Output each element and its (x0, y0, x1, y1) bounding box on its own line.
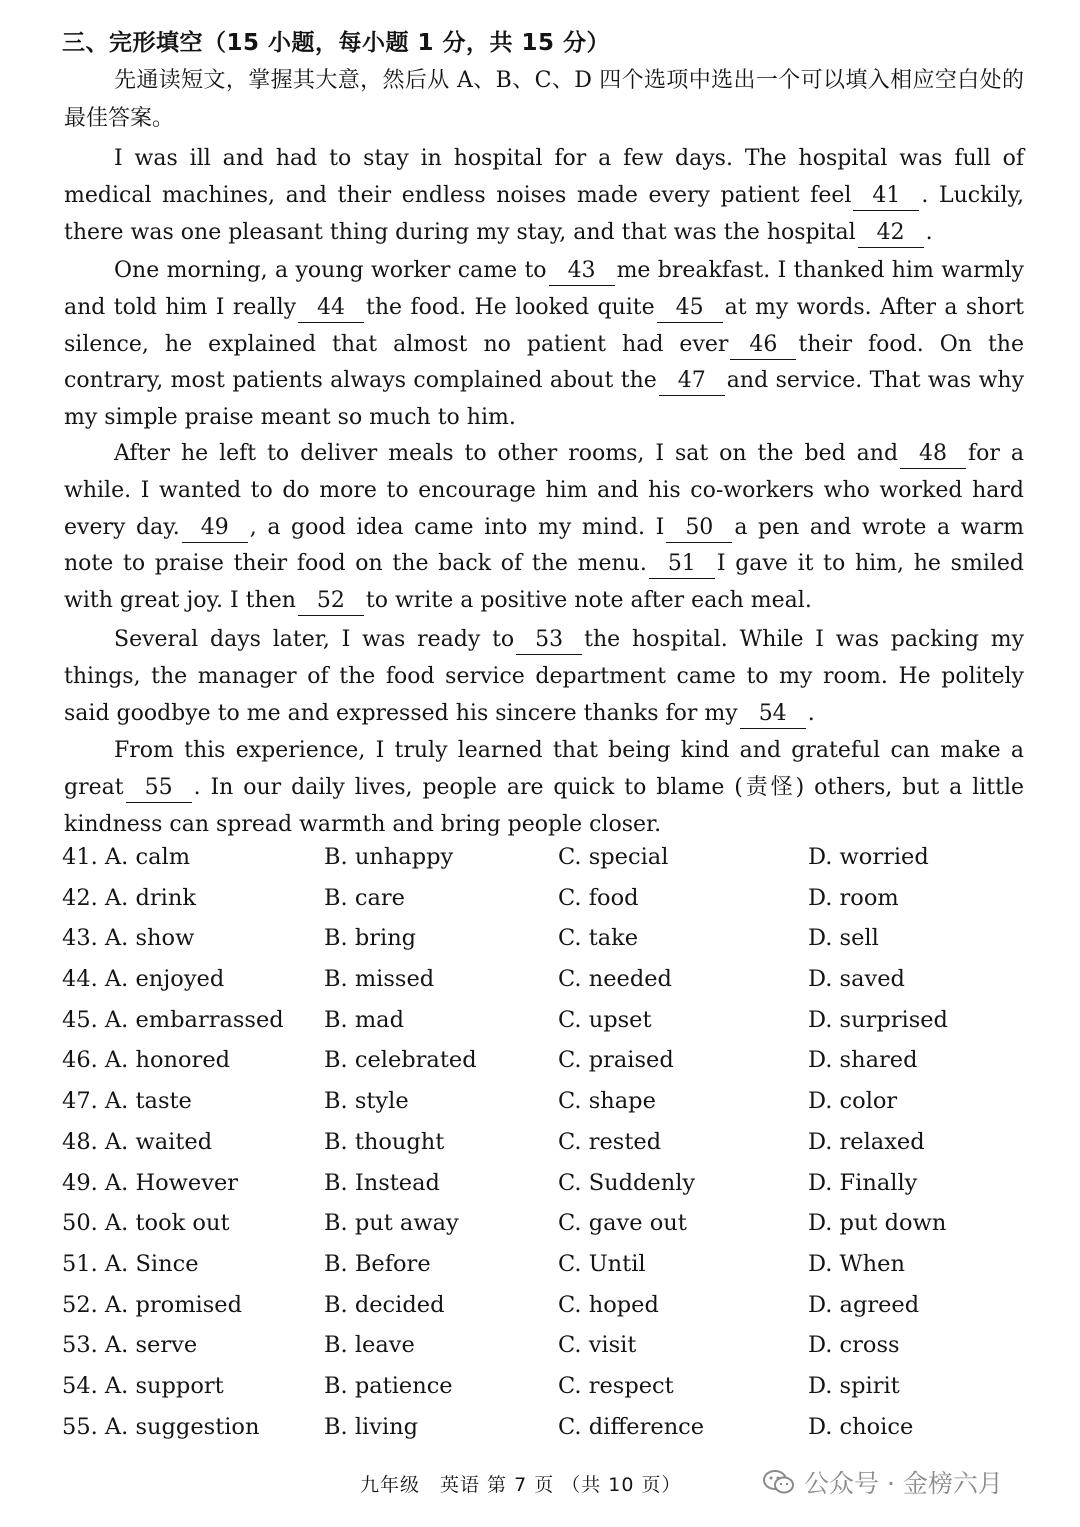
passage-text: to write a positive note after each meal. (365, 588, 812, 614)
passage-text: their food. On the contrary, most patients always complained about the (64, 331, 1024, 394)
option-choice: B. bring (324, 925, 417, 952)
option-choice: D. surprised (808, 1006, 948, 1033)
option-choice: D. Finally (808, 1169, 918, 1196)
option-choice: C. respect (558, 1372, 674, 1399)
option-row (62, 966, 1042, 1007)
blank-55: 55 (126, 774, 192, 803)
option-row (62, 1373, 1042, 1414)
option-choice: 52. A. promised (62, 1291, 242, 1318)
option-choice: 48. A. waited (62, 1128, 213, 1155)
option-row (62, 1170, 1042, 1211)
option-row (62, 1129, 1042, 1170)
passage-paragraph-3 (64, 436, 1024, 620)
passage-text: at my words. After a short silence, he explained that almost no patient had ever (64, 294, 1024, 357)
option-choice: 55. A. suggestion (62, 1413, 260, 1440)
blank-47: 47 (659, 367, 725, 396)
passage-text: . Luckily, there was one pleasant thing during my stay, and that was the hospital (64, 182, 1024, 245)
passage-paragraph-4 (64, 622, 1024, 732)
blank-52: 52 (298, 587, 364, 616)
option-choice: B. Before (324, 1250, 431, 1277)
instructions: 先通读短文，掌握其大意，然后从 A、B、C、D 四个选项中选出一个可以填入相应空白处的最佳答案。 (64, 68, 1024, 131)
passage-paragraph-5 (64, 733, 1024, 843)
option-choice: 51. A. Since (62, 1250, 199, 1277)
section-title: 三、完形填空（15 小题，每小题 1 分，共 15 分） (62, 30, 611, 56)
passage-text: I was ill and had to stay in hospital for a few days. The hospital was full of medical machines, and their endless noises made every patient feel (64, 146, 1024, 208)
option-choice: D. cross (808, 1332, 900, 1359)
passage-text: , a good idea came into my mind. I (249, 514, 665, 540)
passage-text: the food. He looked quite (366, 294, 655, 320)
option-choice: C. praised (558, 1047, 674, 1074)
blank-50: 50 (666, 514, 732, 543)
option-choice: C. Suddenly (558, 1169, 696, 1196)
option-row (62, 1332, 1042, 1373)
option-choice: D. relaxed (808, 1128, 925, 1155)
option-choice: B. celebrated (324, 1047, 477, 1074)
passage-text: After he left to deliver meals to other rooms, I sat on the bed and (114, 441, 899, 466)
passage-text: me breakfast. I thanked him warmly and told him I really (64, 258, 1024, 320)
passage-text: . (925, 219, 933, 245)
option-choice: C. needed (558, 966, 672, 993)
option-row (62, 885, 1042, 926)
option-choice: B. Instead (324, 1169, 440, 1196)
option-row (62, 1007, 1042, 1048)
option-choice: B. thought (324, 1128, 445, 1155)
option-choice: 54. A. support (62, 1372, 224, 1399)
passage-text: Several days later, I was ready to (114, 627, 515, 652)
passage-paragraph-1 (64, 141, 1024, 251)
option-choice: C. special (558, 844, 669, 870)
option-row (62, 1047, 1042, 1088)
option-choice: B. patience (324, 1372, 453, 1399)
option-choice: B. living (324, 1413, 419, 1440)
passage-text: . In our daily lives, people are quick to blame (责怪) others, but a little kindness can spread warmth and bring people closer. (64, 774, 1024, 837)
option-choice: B. missed (324, 966, 435, 993)
passage-paragraph-2 (64, 253, 1024, 437)
option-choice: B. style (324, 1088, 409, 1115)
blank-41: 41 (853, 182, 919, 211)
option-choice: D. shared (808, 1047, 918, 1074)
option-choice: 42. A. drink (62, 884, 196, 911)
option-choice: D. worried (808, 844, 929, 870)
option-choice: D. agreed (808, 1291, 920, 1318)
option-choice: 47. A. taste (62, 1088, 192, 1115)
option-choice: C. take (558, 925, 639, 952)
option-choice: 49. A. However (62, 1169, 239, 1196)
option-choice: C. rested (558, 1128, 662, 1155)
passage-text: the hospital. While I was packing my things, the manager of the food service department came to my room. He politely said goodbye to me and expressed his sincere thanks for my (64, 627, 1024, 726)
option-choice: B. put away (324, 1210, 459, 1237)
watermark-text: 公众号 · 金榜六月 (804, 1469, 1003, 1498)
option-choice: B. unhappy (324, 844, 454, 870)
option-choice: C. upset (558, 1006, 652, 1033)
passage-text: From this experience, I truly learned that being kind and grateful can make a great (64, 738, 1024, 800)
blank-46: 46 (730, 331, 796, 360)
option-row (62, 1210, 1042, 1251)
option-row (62, 1414, 1042, 1455)
passage-text: One morning, a young worker came to (114, 258, 547, 283)
blank-49: 49 (182, 514, 248, 543)
passage-text: I gave it to him, he smiled with great joy. I then (64, 551, 1024, 614)
option-choice: C. difference (558, 1413, 705, 1440)
option-choice: C. gave out (558, 1210, 687, 1237)
option-row (62, 1292, 1042, 1333)
option-choice: D. put down (808, 1210, 947, 1237)
option-choice: D. room (808, 884, 899, 911)
option-choice: B. decided (324, 1291, 445, 1318)
option-choice: C. shape (558, 1088, 656, 1115)
wechat-icon (762, 1468, 796, 1496)
blank-43: 43 (549, 257, 615, 286)
passage-text: and service. That was why my simple praise meant so much to him. (64, 368, 1025, 431)
option-row (62, 925, 1042, 966)
option-choice: C. Until (558, 1250, 646, 1277)
options-list (62, 844, 1042, 1454)
option-row (62, 1251, 1042, 1292)
option-choice: D. spirit (808, 1372, 900, 1399)
option-choice: B. leave (324, 1332, 415, 1359)
option-choice: 46. A. honored (62, 1047, 231, 1074)
option-row (62, 844, 1042, 885)
option-choice: B. mad (324, 1006, 404, 1033)
option-choice: 43. A. show (62, 925, 195, 952)
passage-text: a pen and wrote a warm note to praise their food on the back of the menu. (64, 514, 1024, 577)
blank-42: 42 (858, 219, 924, 248)
option-choice: C. hoped (558, 1291, 659, 1318)
option-choice: C. visit (558, 1332, 637, 1359)
option-choice: C. food (558, 884, 639, 911)
option-choice: 41. A. calm (62, 844, 191, 870)
option-choice: 44. A. enjoyed (62, 966, 225, 993)
option-choice: D. sell (808, 925, 879, 952)
blank-54: 54 (740, 700, 806, 729)
option-choice: D. When (808, 1250, 905, 1277)
option-choice: D. saved (808, 966, 905, 993)
option-choice: D. choice (808, 1413, 914, 1440)
page-footer: 九年级 英语 第 7 页 （共 10 页） (360, 1474, 682, 1496)
option-row (62, 1088, 1042, 1129)
passage-text: . (807, 700, 815, 726)
passage-text: for a while. I wanted to do more to encourage him and his co-workers who worked hard every day. (64, 441, 1024, 540)
blank-51: 51 (649, 550, 715, 579)
option-choice: 50. A. took out (62, 1210, 230, 1237)
blank-44: 44 (298, 294, 364, 323)
blank-53: 53 (516, 626, 582, 655)
blank-45: 45 (657, 294, 723, 323)
blank-48: 48 (900, 440, 966, 469)
option-choice: 53. A. serve (62, 1332, 198, 1359)
watermark (762, 1464, 1003, 1500)
option-choice: 45. A. embarrassed (62, 1006, 284, 1033)
option-choice: D. color (808, 1088, 898, 1115)
option-choice: B. care (324, 884, 405, 911)
